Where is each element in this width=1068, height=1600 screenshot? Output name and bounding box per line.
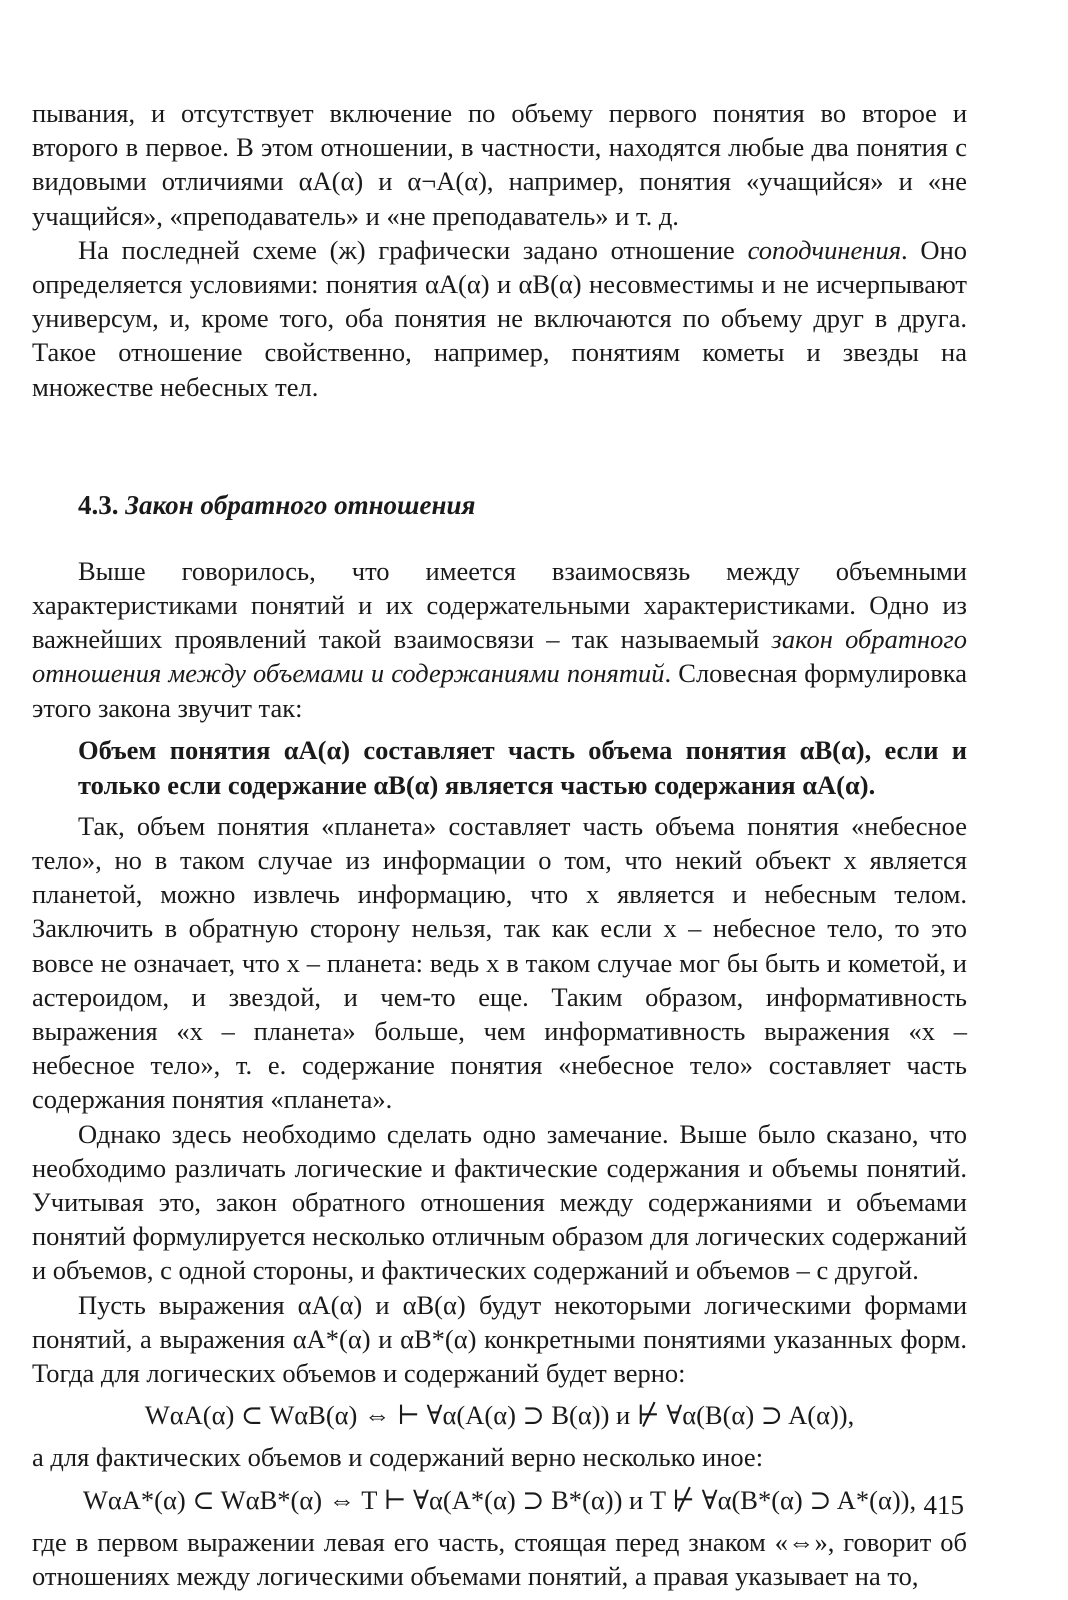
formula-logical: WαA(α) ⊂ WαB(α) ⇔ ⊢ ∀α(A(α) ⊃ B(α)) и ⊬ ∀α(B(α) ⊃ A(α)), [144, 1400, 855, 1431]
law-statement: Объем понятия αA(α) составляет часть объема понятия αB(α), если и только если содержание αB(α) является частью содержания αA(α). [78, 734, 967, 800]
section-number: 4.3. [78, 489, 119, 520]
emphasis-law-name: закон обратного отношения между объемами и содержаниями понятий [32, 624, 967, 689]
page-number: 415 [923, 1490, 964, 1520]
section-title: Закон обратного отношения [125, 489, 476, 520]
emphasis-term: соподчинения [747, 234, 902, 265]
paragraph-7: а для фактических объемов и содержаний верно несколько иное: [32, 1442, 764, 1473]
paragraph-4: Так, объем понятия «планета» составляет часть объема понятия «небесное тело», но в таком случае из информации о том, что некий объект x является планетой, можно извлечь информацию, что x является и небесным телом. Заключить в обратную сторону нельзя, так как если x – небесное тело, то это вовсе не означает, что x – планета: ведь x в таком случае мог бы быть и кометой, и астероидом, и звездой, и чем-то еще. Таким образом, информативность выражения «x – планета» больше, чем информативность выражения «x – небесное тело», т. е. содержание понятия «небесное тело» составляет часть содержания понятия «планета». [32, 810, 967, 1115]
paragraph-8: где в первом выражении левая его часть, стоящая перед знаком «⇔», говорит об отношениях между логическими объемами понятий, а правая указывает на то, [32, 1526, 967, 1591]
paragraph-5: Однако здесь необходимо сделать одно замечание. Выше было сказано, что необходимо различать логические и фактические содержания и объемы понятий. Учитывая это, закон обратного отношения между содержаниями и объемами понятий формулируется несколько отличным образом для логических содержаний и объемов, с одной стороны, и фактических содержаний и объемов – с другой. [32, 1118, 967, 1286]
paragraph-6: Пусть выражения αA(α) и αB(α) будут некоторыми логическими формами понятий, а выражения αA*(α) и αB*(α) конкретными понятиями указанных форм. Тогда для логических объемов и содержаний будет верно: [32, 1289, 967, 1389]
paragraph-1: пывания, и отсутствует включение по объему первого понятия во второе и второго в первое. В этом отношении, в частности, находятся любые два понятия с видовыми отличиями αA(α) и α¬A(α), например, понятия «учащийся» и «не учащийся», «преподаватель» и «не преподаватель» и т. д. [32, 98, 967, 231]
section-heading [78, 488, 967, 522]
paragraph-2: На последней схеме (ж) графически задано отношение соподчинения. Оно определяется условиями: понятия αA(α) и αB(α) несовместимы и не исчерпывают универсум, и, кроме того, оба понятия не включаются по объему друг в друга. Такое отношение свойственно, например, понятиям кометы и звезды на множестве небесных тел. [32, 234, 967, 402]
page-body [32, 96, 967, 1593]
paragraph-3: Выше говорилось, что имеется взаимосвязь между объемными характеристиками понятий и их содержательными характеристиками. Одно из важнейших проявлений такой взаимосвязи – так называемый закон обратного отношения между объемами и содержаниями понятий. Словесная формулировка этого закона звучит так: [32, 555, 968, 723]
formula-factual: WαA*(α) ⊂ WαB*(α) ⇔ T ⊢ ∀α(A*(α) ⊃ B*(α)) и T ⊬ ∀α(B*(α) ⊃ A*(α)), [82, 1484, 917, 1515]
